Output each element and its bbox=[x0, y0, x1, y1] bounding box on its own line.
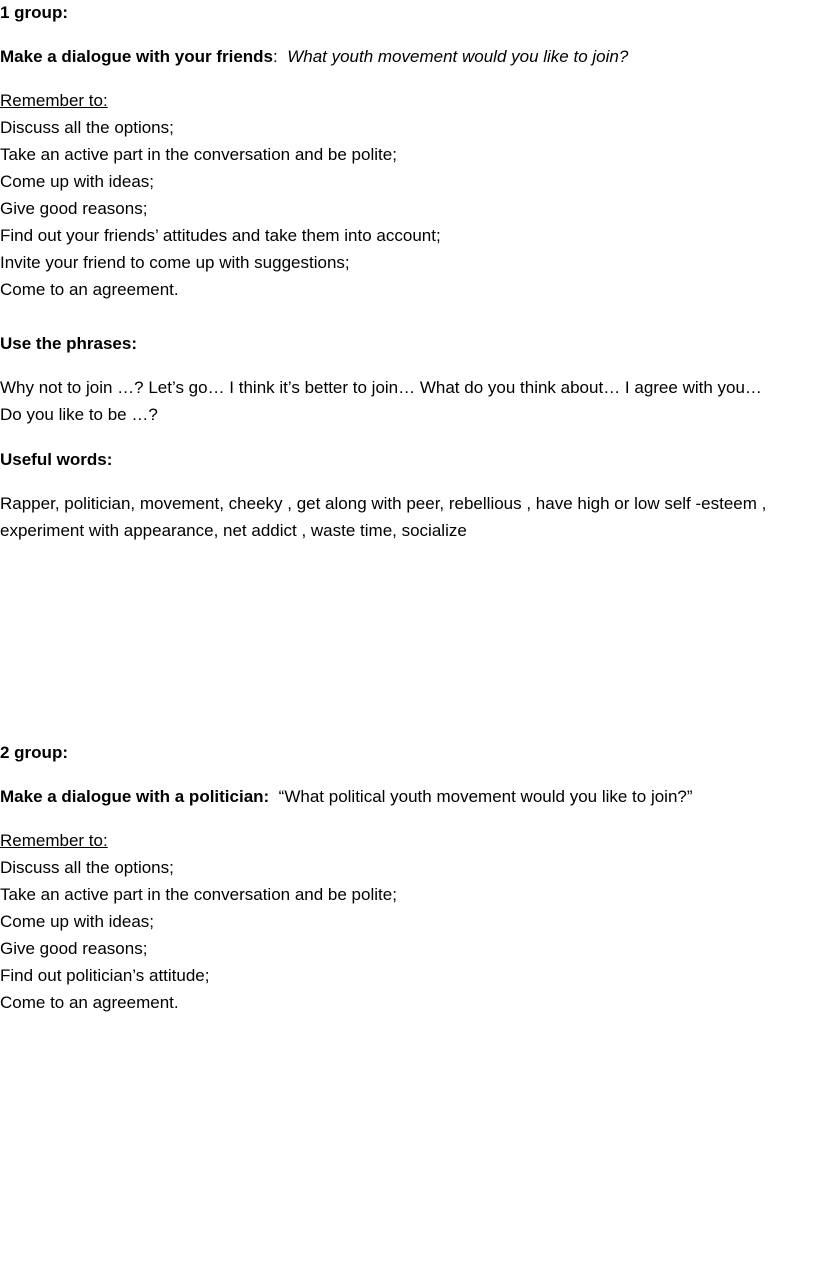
list-item: Discuss all the options; bbox=[0, 858, 174, 877]
group1-heading: 1 group: bbox=[0, 3, 68, 22]
list-item: Take an active part in the conversation and be polite; bbox=[0, 885, 397, 904]
group2-heading: 2 group: bbox=[0, 743, 68, 762]
group1-phrases-line2: Do you like to be …? bbox=[0, 405, 158, 424]
group1-task-label: Make a dialogue with your friends bbox=[0, 47, 273, 66]
group2-task-label: Make a dialogue with a politician: bbox=[0, 787, 270, 806]
list-item: Find out politician’s attitude; bbox=[0, 966, 210, 985]
list-item: Discuss all the options; bbox=[0, 118, 174, 137]
group1-task-colon: : bbox=[273, 47, 278, 66]
group2-task bbox=[0, 786, 693, 808]
list-item: Find out your friends’ attitudes and take them into account; bbox=[0, 226, 441, 245]
group1-phrases-line1: Why not to join …? Let’s go… I think it’s better to join… What do you think about… I agree with you… bbox=[0, 378, 762, 397]
group1-words-line2: experiment with appearance, net addict , waste time, socialize bbox=[0, 521, 467, 540]
list-item: Come up with ideas; bbox=[0, 912, 155, 931]
list-item: Come up with ideas; bbox=[0, 172, 155, 191]
group2-remember-label: Remember to: bbox=[0, 831, 108, 850]
group2-task-question: “What political youth movement would you like to join?” bbox=[278, 787, 693, 806]
list-item: Invite your friend to come up with suggestions; bbox=[0, 253, 350, 272]
group1-words-line1: Rapper, politician, movement, cheeky , get along with peer, rebellious , have high or low self -esteem , bbox=[0, 494, 767, 513]
group1-task-question: What youth movement would you like to join? bbox=[287, 47, 629, 66]
group1-phrases-label: Use the phrases: bbox=[0, 334, 137, 353]
list-item: Take an active part in the conversation and be polite; bbox=[0, 145, 397, 164]
list-item: Come to an agreement. bbox=[0, 993, 179, 1012]
group1-words-label: Useful words: bbox=[0, 450, 113, 469]
group1-task bbox=[0, 46, 628, 68]
list-item: Come to an agreement. bbox=[0, 280, 179, 299]
list-item: Give good reasons; bbox=[0, 939, 148, 958]
list-item: Give good reasons; bbox=[0, 199, 148, 218]
group1-remember-label: Remember to: bbox=[0, 91, 108, 110]
